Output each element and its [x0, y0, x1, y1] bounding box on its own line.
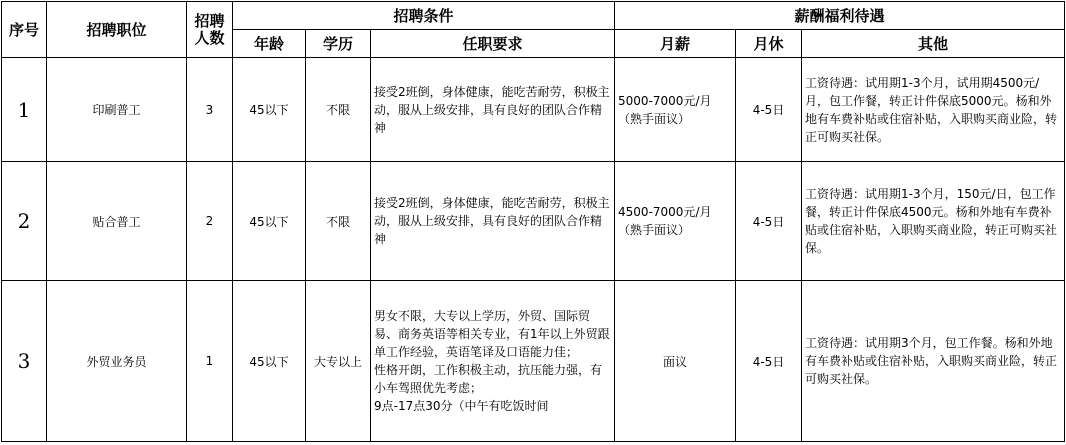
- row-salary: 面议: [615, 281, 736, 442]
- header-age: 年龄: [233, 30, 306, 58]
- row-position: 外贸业务员: [47, 281, 187, 442]
- header-other: 其他: [802, 30, 1065, 58]
- row-off: 4-5日: [736, 281, 802, 442]
- header-seq: 序号: [2, 2, 47, 58]
- row-requirements: [371, 281, 615, 442]
- row-requirements: 接受2班倒，身体健康，能吃苦耐劳，积极主动，服从上级安排，具有良好的团队合作精神: [371, 58, 615, 162]
- header-monthly-salary: 月薪: [615, 30, 736, 58]
- header-position: 招聘职位: [47, 2, 187, 58]
- table-row: [2, 58, 1065, 162]
- row-education: 大专以上: [306, 281, 371, 442]
- row-age: 45以下: [233, 281, 306, 442]
- row-count: 1: [187, 281, 233, 442]
- header-requirements: 任职要求: [371, 30, 615, 58]
- row-requirements: 接受2班倒，身体健康，能吃苦耐劳，积极主动，服从上级安排，具有良好的团队合作精神: [371, 162, 615, 281]
- header-count: [187, 2, 233, 58]
- row-seq: 3: [2, 281, 47, 442]
- row-count: 2: [187, 162, 233, 281]
- row-off: 4-5日: [736, 58, 802, 162]
- row-seq: 1: [2, 58, 47, 162]
- row-salary-text: 4500-7000元/月 （熟手面议）: [618, 205, 712, 237]
- row-education: 不限: [306, 58, 371, 162]
- row-off: 4-5日: [736, 162, 802, 281]
- header-count-label: 招聘人数: [194, 11, 225, 47]
- row-age: 45以下: [233, 162, 306, 281]
- row-salary: [615, 162, 736, 281]
- row-position: 印刷普工: [47, 58, 187, 162]
- header-monthly-off: 月休: [736, 30, 802, 58]
- row-count: 3: [187, 58, 233, 162]
- row-other: 工资待遇：试用期3个月，包工作餐。杨和外地有车费补贴或住宿补贴，入职购买商业险，转正可购买社保。: [802, 281, 1065, 442]
- row-requirements-text: 男女不限，大专以上学历，外贸、国际贸易、商务英语等相关专业，有1年以上外贸跟单工作经验，英语笔译及口语能力佳； 性格开朗，工作积极主动，抗压能力强，有小车驾照优先考虑； 9点-17点30分（中午有吃饭时间: [374, 309, 610, 413]
- header-conditions: 招聘条件: [233, 2, 615, 30]
- header-education: 学历: [306, 30, 371, 58]
- row-education: 不限: [306, 162, 371, 281]
- recruitment-table: [1, 1, 1065, 442]
- row-age: 45以下: [233, 58, 306, 162]
- row-salary: [615, 58, 736, 162]
- header-benefits: 薪酬福利待遇: [615, 2, 1065, 30]
- row-other: 工资待遇：试用期1-3个月，150元/日，包工作餐，转正计件保底4500元。杨和外地有车费补贴或住宿补贴，入职购买商业险，转正可购买社保。: [802, 162, 1065, 281]
- row-position: 贴合普工: [47, 162, 187, 281]
- row-seq: 2: [2, 162, 47, 281]
- row-other: 工资待遇：试用期1-3个月，试用期4500元/月，包工作餐，转正计件保底5000元。杨和外地有车费补贴或住宿补贴，入职购买商业险，转正可购买社保。: [802, 58, 1065, 162]
- row-salary-text: 5000-7000元/月 （熟手面议）: [618, 93, 712, 126]
- header-row-1: [2, 2, 1065, 30]
- table-row: [2, 281, 1065, 442]
- table-row: [2, 162, 1065, 281]
